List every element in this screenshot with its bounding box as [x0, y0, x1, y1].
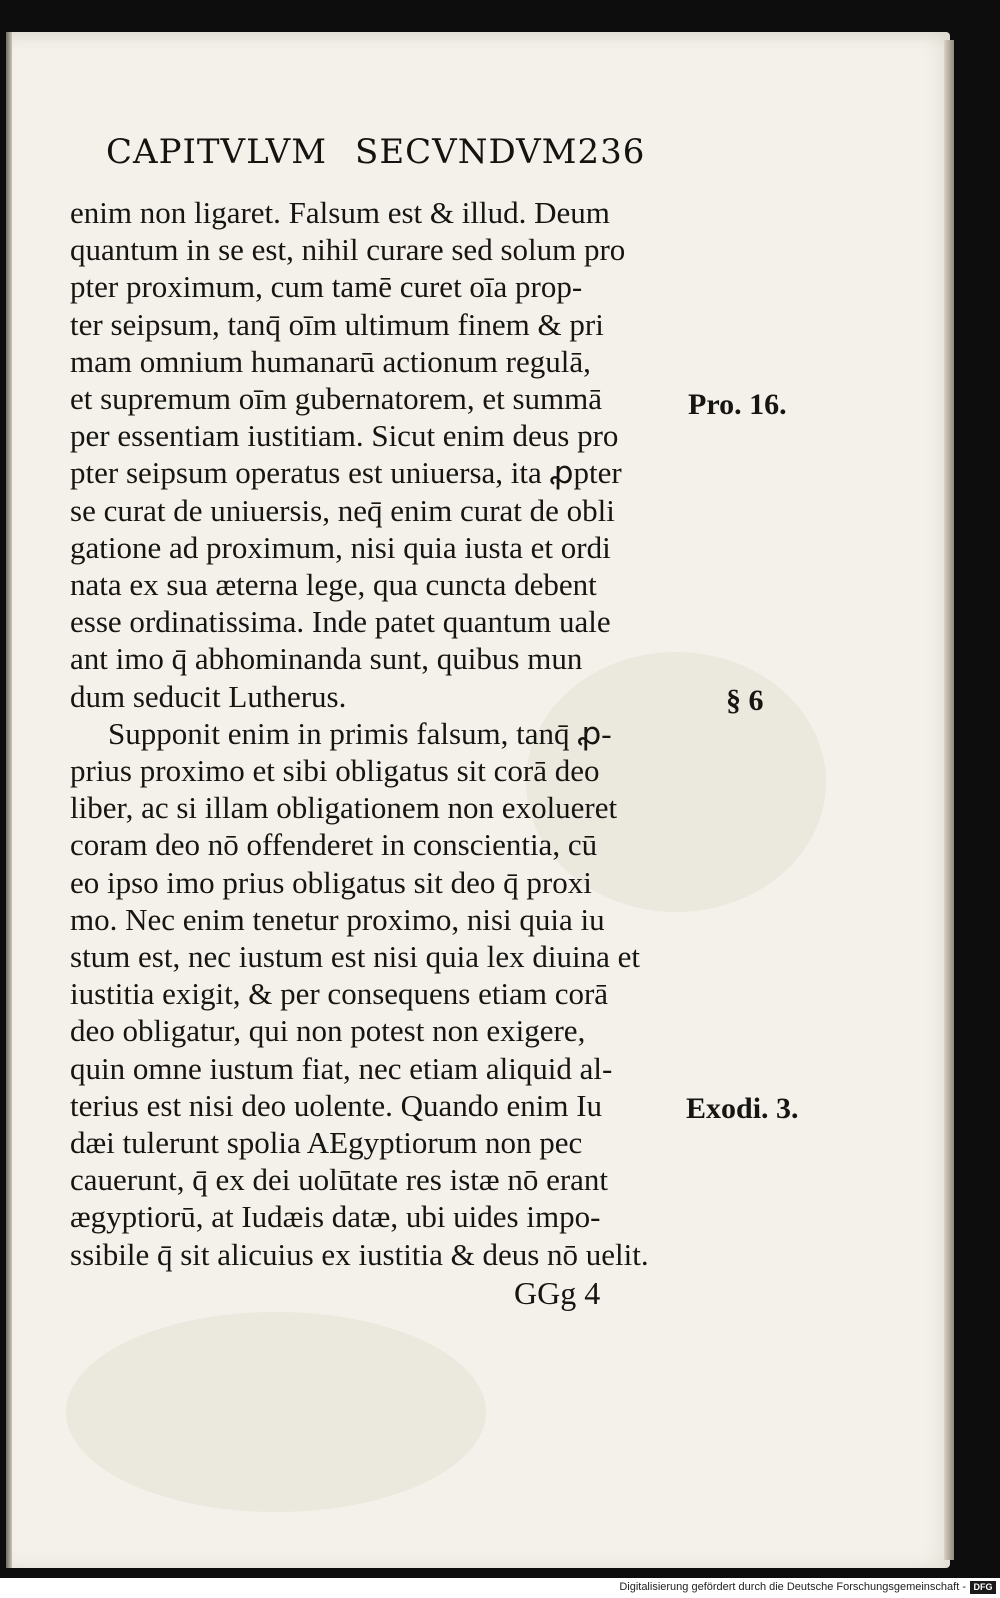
main-text-block [70, 194, 690, 1273]
text-line: ægyptiorū, at Iudæis datæ, ubi uides impo- [70, 1199, 601, 1235]
text-line: cauerunt, q̄ ex dei uolūtate res istæ nō erant [70, 1162, 609, 1198]
text-line: mam omnium humanarū actionum regulā, [70, 343, 591, 379]
text-line: per essentiam iustitiam. Sicut enim deus pro [70, 418, 619, 454]
text-line: et supremum oīm gubernatorem, et summā [70, 381, 603, 417]
folio-number: 236 [577, 132, 646, 172]
text-line: nata ex sua æterna lege, qua cuncta debent [70, 567, 597, 603]
header-chapter-number: SECVNDVM [355, 132, 578, 172]
margin-note-exodus: Exodi. 3. [686, 1092, 799, 1125]
text-line: deo obligatur, qui non potest non exigere, [70, 1013, 586, 1049]
text-line: gatione ad proximum, nisi quia iusta et ordi [70, 529, 611, 565]
text-line: mo. Nec enim tenetur proximo, nisi quia iu [70, 901, 605, 937]
text-line: dæi tulerunt spolia AEgyptiorum non pec [70, 1125, 583, 1161]
text-line: terius est nisi deo uolente. Quando enim Iu [70, 1087, 603, 1123]
paper-stain [66, 1312, 486, 1512]
signature-mark: GGg 4 [514, 1275, 601, 1311]
page-gutter [6, 32, 12, 1568]
text-line: prius proximo et sibi obligatus sit corā deo [70, 753, 600, 789]
text-line: ter seipsum, tanq̄ oīm ultimum finem & pri [70, 306, 604, 342]
running-header [106, 132, 706, 172]
text-line: ant imo q̄ abhominanda sunt, quibus mun [70, 641, 583, 677]
text-line: coram deo nō offenderet in conscientia, cū [70, 827, 598, 863]
text-line: eo ipso imo prius obligatus sit deo q̄ proxi [70, 864, 592, 900]
text-line: Supponit enim in primis falsum, tanq̄ ꝓ- [108, 715, 612, 751]
text-line: ssibile q̄ sit alicuius ex iustitia & deus nō uelit. [70, 1236, 649, 1272]
text-line: pter proximum, cum tamē curet oīa prop- [70, 269, 583, 305]
margin-note-section: § 6 [726, 684, 764, 717]
header-chapter-label: CAPITVLVM [106, 132, 328, 172]
text-line: dum seducit Lutherus. [70, 678, 347, 714]
dfg-logo: DFG [970, 1581, 996, 1594]
margin-note-proverbs: Pro. 16. [688, 388, 787, 421]
footer-bar [0, 1578, 1000, 1598]
text-line: liber, ac si illam obligationem non exolueret [70, 790, 618, 826]
text-line: se curat de uniuersis, neq̄ enim curat de obli [70, 492, 615, 528]
funding-credit: Digitalisierung gefördert durch die Deutsche Forschungsgemeinschaft - [619, 1581, 966, 1593]
text-line: quin omne iustum fiat, nec etiam aliquid al- [70, 1050, 613, 1086]
text-line: quantum in se est, nihil curare sed solum pro [70, 232, 626, 268]
page-edge [944, 40, 954, 1560]
text-line: iustitia exigit, & per consequens etiam corā [70, 976, 609, 1012]
text-line: pter seipsum operatus est uniuersa, ita ꝓpter [70, 455, 622, 491]
text-line: esse ordinatissima. Inde patet quantum uale [70, 604, 611, 640]
text-line: stum est, nec iustum est nisi quia lex diuina et [70, 939, 640, 975]
text-line: enim non ligaret. Falsum est & illud. Deum [70, 195, 610, 230]
book-page [6, 32, 950, 1568]
